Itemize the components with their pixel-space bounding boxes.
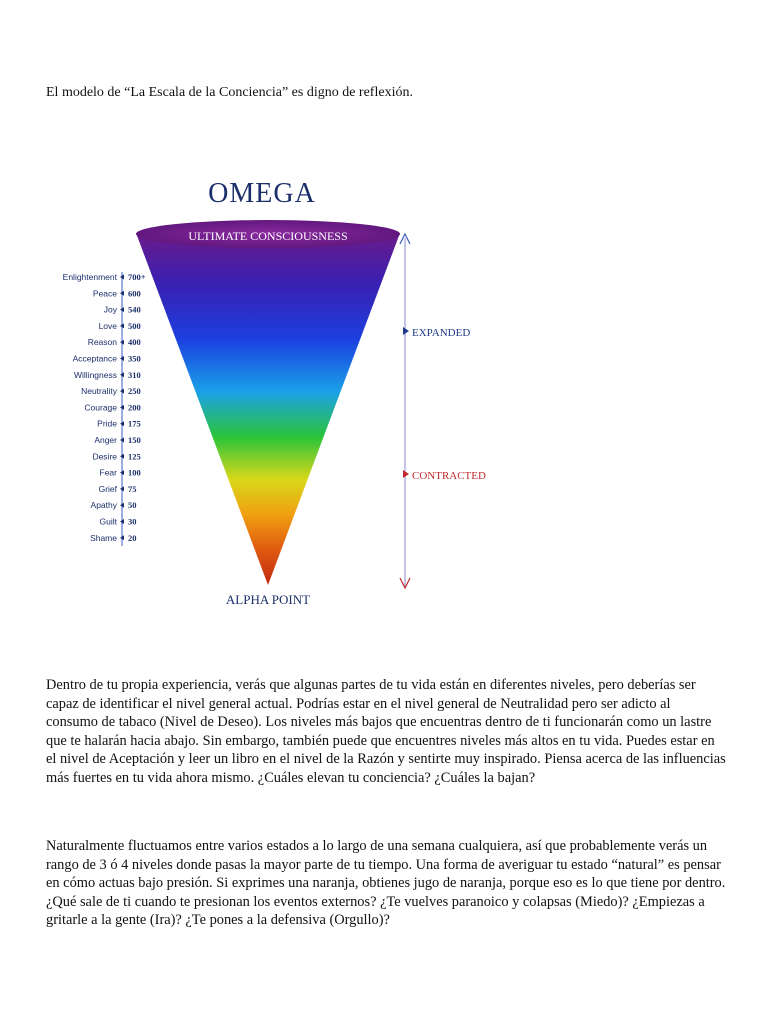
intro-text: El modelo de “La Escala de la Conciencia” es digno de reflexión.	[46, 85, 413, 100]
level-name-desire: Desire	[92, 451, 117, 462]
level-name-reason: Reason	[87, 337, 117, 348]
level-value: 20	[128, 532, 137, 543]
expanded-label: EXPANDED	[412, 327, 471, 339]
level-scale	[63, 272, 146, 543]
level-value: 700+	[128, 272, 146, 282]
consciousness-scale-figure	[40, 160, 560, 620]
level-name-acceptance: Acceptance	[72, 353, 117, 364]
level-name-guilt: Guilt	[99, 516, 117, 527]
level-name-pride: Pride	[97, 418, 117, 429]
level-name-apathy: Apathy	[90, 500, 117, 511]
cone-body	[136, 233, 400, 585]
level-name-enlightenment: Enlightenment	[62, 272, 117, 282]
expanded-pointer-icon	[403, 327, 409, 335]
consciousness-scale-diagram	[40, 160, 560, 620]
contracted-label: CONTRACTED	[412, 470, 486, 482]
level-value: 75	[128, 483, 137, 494]
level-value: 540	[128, 304, 141, 315]
bottom-label: ALPHA POINT	[225, 592, 311, 607]
level-name-willingness: Willingness	[74, 369, 117, 380]
level-name-anger: Anger	[94, 435, 117, 445]
paragraph-2: Naturalmente fluctuamos entre varios estados a lo largo de una semana cualquiera, así que probablemente verás un rango de 3 ó 4 niveles donde pasas la mayor parte de tu tiempo. Una forma de averiguar tu estado “natural” es pensar en cómo actuas bajo presión. Si exprimes una naranja, obtienes jugo de naranja, porque eso es lo que tiene por dentro. ¿Qué sale de ti cuando te presionan los eventos externos? ¿Te vuelves paranoico y colapsas (Miedo)? ¿Empiezas a gritarle a la gente (Ira)? ¿Te pones a la defensiva (Orgullo)?	[46, 838, 726, 929]
paragraph-1: Dentro de tu propia experiencia, verás que algunas partes de tu vida están en diferentes niveles, pero deberías ser capaz de identificar el nivel general actual. Podrías estar en el nivel general de Neutralidad pero ser adicto al consumo de tabaco (Nivel de Deseo). Los niveles más bajos que encuentras dentro de ti funcionarán como un lastre que te halarán hacia abajo. Sin embargo, también puede que encuentres niveles más altos en tu vida. Puedes estar en el nivel de Aceptación y leer un libro en el nivel de la Razón y sentirte muy inspirado. Piensa acerca de las influencias más fuertes en tu vida ahora mismo. ¿Cuáles elevan tu conciencia? ¿Cuáles la bajan?	[46, 677, 726, 786]
level-value: 50	[128, 500, 137, 511]
level-value: 125	[128, 451, 141, 462]
contracted-pointer-icon	[403, 470, 409, 478]
level-value: 500	[128, 320, 141, 331]
level-value: 600	[128, 288, 141, 299]
level-value: 175	[128, 418, 141, 429]
level-value: 150	[128, 435, 141, 445]
level-value: 310	[128, 369, 141, 380]
level-value: 350	[128, 353, 141, 364]
top-label: ULTIMATE CONSCIOUSNESS	[188, 229, 348, 243]
level-name-shame: Shame	[90, 532, 117, 543]
level-name-grief: Grief	[98, 483, 117, 494]
level-name-fear: Fear	[99, 467, 117, 478]
level-name-neutrality: Neutrality	[81, 386, 117, 397]
level-value: 30	[128, 516, 137, 527]
level-name-joy: Joy	[103, 304, 117, 315]
level-value: 100	[128, 467, 141, 478]
level-value: 200	[128, 402, 141, 413]
level-name-courage: Courage	[84, 402, 117, 413]
figure-title: OMEGA	[208, 178, 316, 209]
level-value: 400	[128, 337, 141, 348]
level-value: 250	[128, 386, 141, 397]
level-name-peace: Peace	[92, 288, 117, 299]
level-name-love: Love	[98, 320, 117, 331]
